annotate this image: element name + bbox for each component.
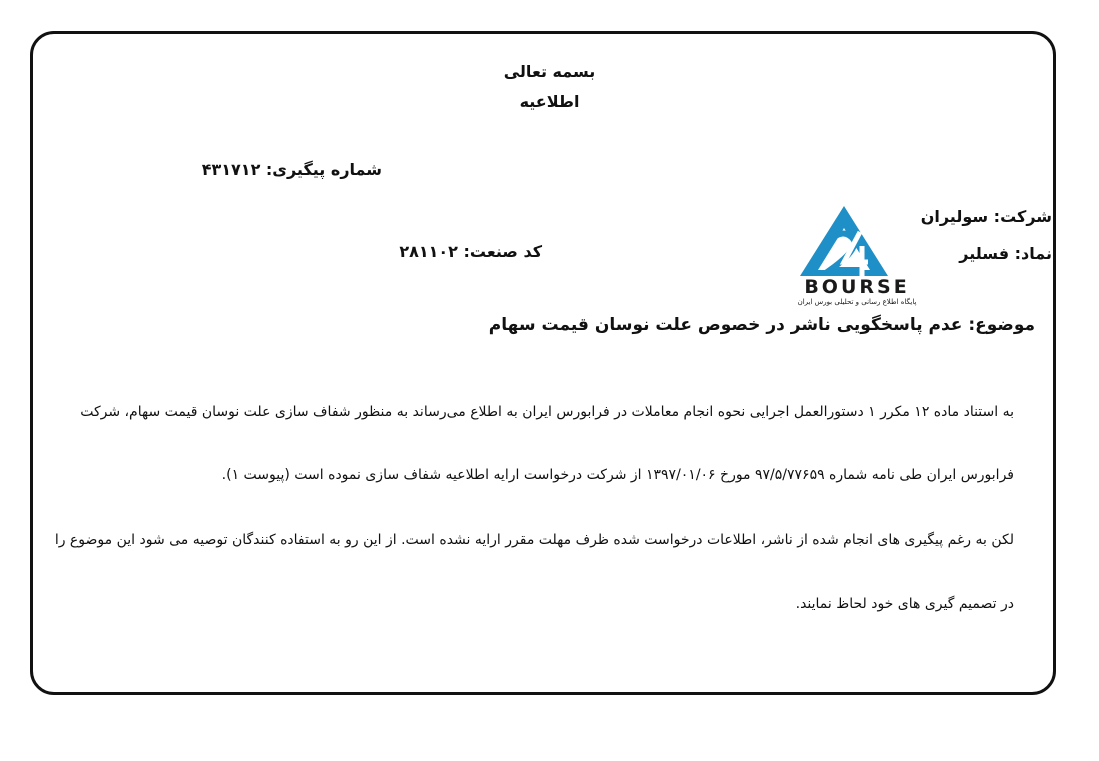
body-line-4: در تصمیم گیری های خود لحاظ نمایند. [795,596,1014,612]
tracking-number [202,160,382,179]
bourse-logo [790,192,925,307]
tracking-label: شماره پیگیری: [265,160,382,179]
body-line-3: لکن به رغم پیگیری های انجام شده از ناشر، اطلاعات درخواست شده ظرف مهلت مقرر ارایه نشده است. از این رو به استفاده کنندگان توصیه می شود این موضوع را [54,532,1014,548]
company-symbol-label: نماد: [1014,244,1052,263]
industry-code-label: کد صنعت: [463,242,542,261]
basmala-heading: بسمه تعالی [503,62,596,81]
body-line-1: به استناد ماده ۱۲ مکرر ۱ دستورالعمل اجرایی نحوه انجام معاملات در فرابورس ایران به اطلاع می‌رساند به منظور شفاف سازی علت نوسان قیمت سهام، شرکت [80,404,1014,420]
logo-wordmark: BOURSE [804,276,910,298]
tracking-value: ۴۳۱۷۱۲ [201,160,261,179]
notice-title: اطلاعیه [519,92,580,111]
logo-tagline: پایگاه اطلاع رسانی و تحلیلی بورس ایران [797,298,917,306]
company-symbol-value: فسلیر [959,244,1010,263]
bourse-logo-icon [790,192,925,307]
industry-code [399,242,542,261]
company-symbol [959,244,1052,263]
company-name-value: سولیران [920,207,989,226]
notice-subject: موضوع: عدم پاسخگویی ناشر در خصوص علت نوسان قیمت سهام [488,315,1035,335]
company-name-label: شرکت: [993,207,1052,226]
industry-code-value: ۲۸۱۱۰۲ [399,242,458,261]
body-line-2: فرابورس ایران طی نامه شماره ۹۷/۵/۷۷۶۵۹ مورخ ۱۳۹۷/۰۱/۰۶ از شرکت درخواست ارایه اطلاعیه شفاف سازی نموده است (پیوست ۱). [221,467,1014,483]
company-name [921,207,1052,226]
